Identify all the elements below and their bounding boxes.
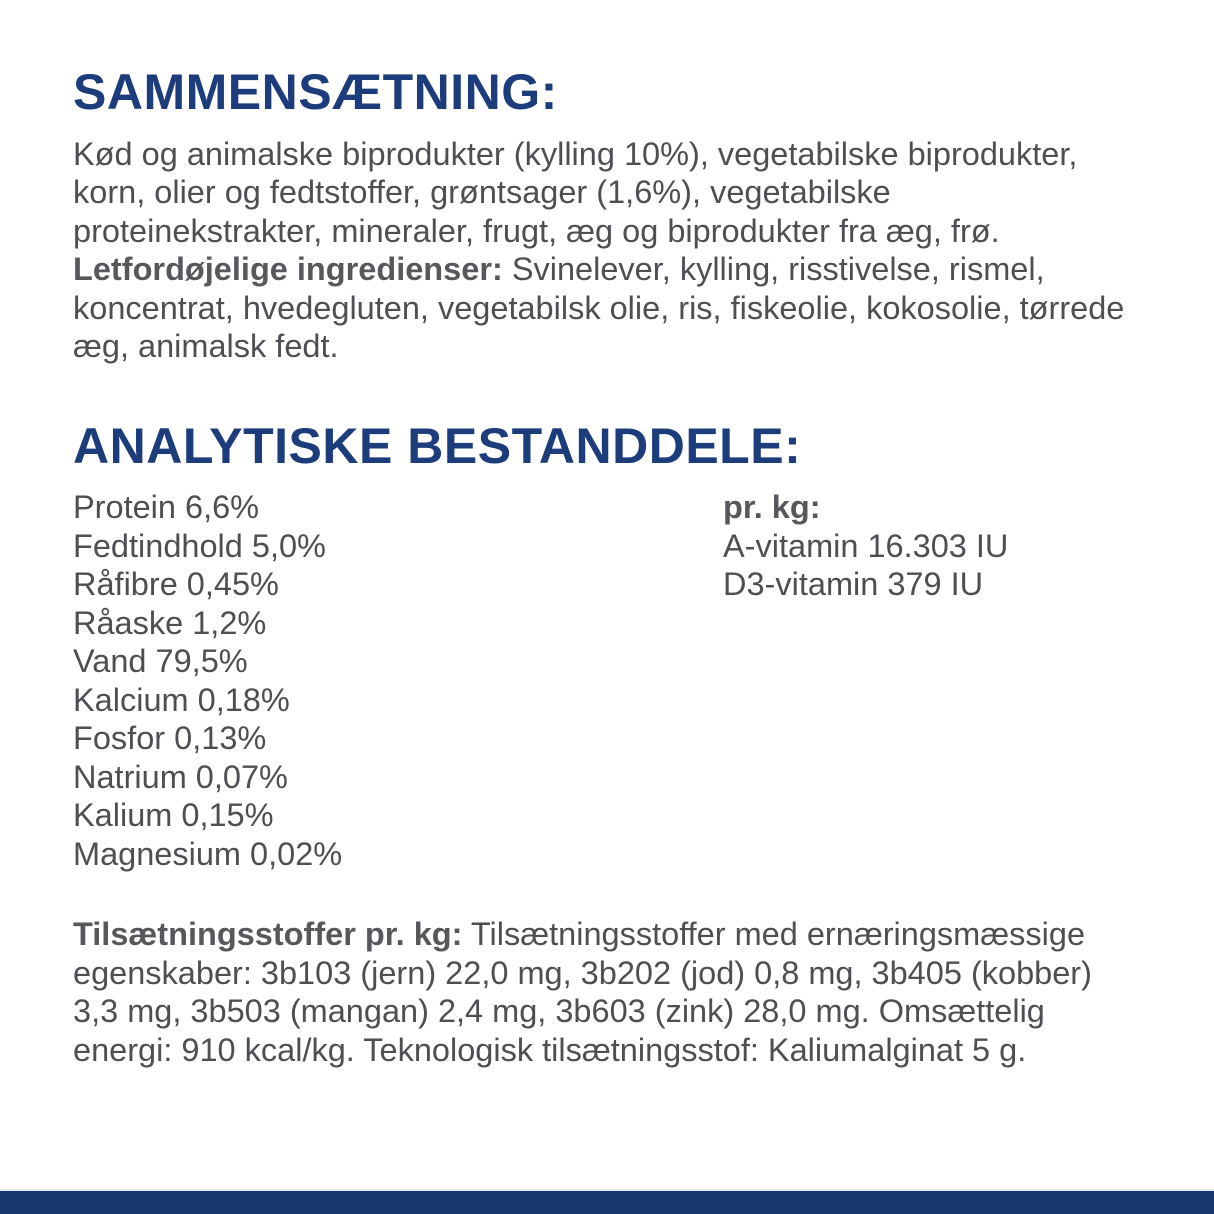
- analytical-heading: ANALYTISKE BESTANDDELE:: [73, 417, 802, 474]
- analytical-item-phosphorus: Fosfor 0,13%: [73, 720, 267, 756]
- analytical-item-water: Vand 79,5%: [73, 643, 248, 679]
- analytical-section: [73, 417, 1168, 874]
- analytical-item-fat: Fedtindhold 5,0%: [73, 527, 326, 564]
- analytical-left-column: [73, 488, 723, 873]
- analytical-item-potassium: Kalium 0,15%: [73, 797, 274, 833]
- composition-body-text: Kød og animalske biprodukter (kylling 10%), vegetabilske biprodukter, korn, olier og fedtstoffer, grøntsager (1,6%), vegetabilske proteinekstrakter, mineraler, frugt, æg og biprodukter fra æg, frø.: [73, 135, 1078, 249]
- analytical-item-ash: Råaske 1,2%: [73, 604, 267, 641]
- additives-text: Tilsætningsstoffer med ernæringsmæssige egenskaber: 3b103 (jern) 22,0 mg, 3b202 (jod) 0,8 mg, 3b405 (kobber) 3,3 mg, 3b503 (mangan) 2,4 mg, 3b603 (zink) 28,0 mg. Omsættelig energi: 910 kcal/kg. Teknologisk tilsætningsstof: Kaliumalginat 5 g.: [73, 916, 1092, 1068]
- analytical-item-vitamin-a: A-vitamin 16.303 IU: [723, 527, 1009, 564]
- analytical-item-magnesium: Magnesium 0,02%: [73, 835, 343, 872]
- analytical-columns: [73, 488, 1168, 873]
- footer-brand-bar: [0, 1189, 1214, 1214]
- analytical-item-calcium: Kalcium 0,18%: [73, 681, 290, 718]
- analytical-item-sodium: Natrium 0,07%: [73, 758, 288, 795]
- analytical-item-vitamin-d3: D3-vitamin 379 IU: [723, 566, 984, 602]
- additives-paragraph: [73, 915, 1133, 1069]
- digestible-ingredients-text: Svinelever, kylling, risstivelse, rismel, koncentrat, hvedegluten, vegetabilsk olie, ris, fiskeolie, kokosolie, tørrede æg, animalsk fedt.: [73, 251, 1125, 364]
- per-kg-label: pr. kg:: [723, 489, 821, 525]
- composition-paragraph: [73, 135, 1133, 251]
- digestible-ingredients-paragraph: [73, 250, 1133, 366]
- analytical-item-fibre: Råfibre 0,45%: [73, 566, 279, 602]
- digestible-ingredients-label: Letfordøjelige ingredienser:: [73, 251, 503, 287]
- label-content: [73, 66, 1168, 1069]
- analytical-right-column: [723, 488, 1168, 873]
- composition-heading: SAMMENSÆTNING:: [73, 64, 558, 120]
- additives-label: Tilsætningsstoffer pr. kg:: [73, 916, 463, 952]
- analytical-item-protein: Protein 6,6%: [73, 489, 260, 525]
